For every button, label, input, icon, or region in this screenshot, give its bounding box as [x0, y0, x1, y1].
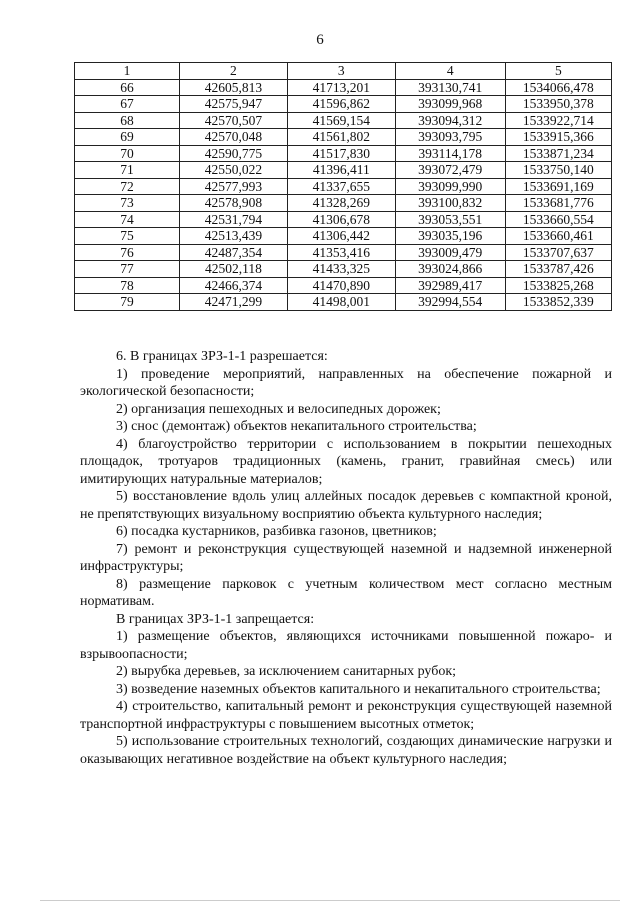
permitted-item: 8) размещение парковок с учетным количеством мест согласно местным нормативам. — [80, 576, 612, 609]
table-cell: 67 — [75, 96, 180, 113]
table-row — [75, 145, 612, 162]
table-cell: 42487,354 — [179, 244, 287, 261]
prohibited-list — [80, 628, 612, 768]
table-cell: 41306,442 — [287, 228, 395, 245]
prohibited-heading: В границах ЗРЗ-1-1 запрещается: — [116, 611, 315, 627]
table-cell: 393114,178 — [395, 145, 505, 162]
permitted-item: 5) восстановление вдоль улиц аллейных посадок деревьев с компактной кроной, не препятствующих визуальному восприятию объекта культурного наследия; — [80, 489, 612, 522]
table-cell: 1533871,234 — [505, 145, 611, 162]
table-cell: 41561,802 — [287, 129, 395, 146]
column-header: 5 — [505, 63, 611, 80]
table-cell: 1533750,140 — [505, 162, 611, 179]
table-cell: 76 — [75, 244, 180, 261]
table-cell: 1534066,478 — [505, 79, 611, 96]
table-cell: 392989,417 — [395, 277, 505, 294]
table-cell: 1533787,426 — [505, 261, 611, 278]
table-cell: 69 — [75, 129, 180, 146]
table-cell: 70 — [75, 145, 180, 162]
table-cell: 1533915,366 — [505, 129, 611, 146]
table-cell: 1533922,714 — [505, 112, 611, 129]
table-row — [75, 195, 612, 212]
table-cell: 393024,866 — [395, 261, 505, 278]
table-cell: 1533660,554 — [505, 211, 611, 228]
table-cell: 393035,196 — [395, 228, 505, 245]
table-cell: 41470,890 — [287, 277, 395, 294]
table-cell: 1533950,378 — [505, 96, 611, 113]
prohibited-item: 4) строительство, капитальный ремонт и реконструкция существующей наземной транспортной инфраструктуры с повышением высотных отметок; — [80, 699, 612, 732]
table-cell: 42466,374 — [179, 277, 287, 294]
table-cell: 41517,830 — [287, 145, 395, 162]
table-cell: 42605,813 — [179, 79, 287, 96]
table-header-row — [75, 63, 612, 80]
table-cell: 72 — [75, 178, 180, 195]
permitted-heading: 6. В границах ЗРЗ-1-1 разрешается: — [116, 349, 328, 364]
table-cell: 1533852,339 — [505, 294, 611, 311]
table-cell: 41596,862 — [287, 96, 395, 113]
table-cell: 78 — [75, 277, 180, 294]
table-cell: 42570,048 — [179, 129, 287, 146]
table-cell: 42578,908 — [179, 195, 287, 212]
table-cell: 75 — [75, 228, 180, 245]
table-cell: 42577,993 — [179, 178, 287, 195]
table-cell: 66 — [75, 79, 180, 96]
table-cell: 42570,507 — [179, 112, 287, 129]
table-cell: 41713,201 — [287, 79, 395, 96]
table-cell: 1533691,169 — [505, 178, 611, 195]
table-row — [75, 162, 612, 179]
column-header: 3 — [287, 63, 395, 80]
prohibited-item: 3) возведение наземных объектов капитального и некапитального строительства; — [116, 681, 601, 697]
table-cell: 42531,794 — [179, 211, 287, 228]
permitted-item: 1) проведение мероприятий, направленных на обеспечение пожарной и экологической безопасности; — [80, 366, 612, 399]
table-cell: 1533707,637 — [505, 244, 611, 261]
table-row — [75, 178, 612, 195]
table-row — [75, 228, 612, 245]
table-cell: 393009,479 — [395, 244, 505, 261]
table-cell: 42513,439 — [179, 228, 287, 245]
permitted-item: 2) организация пешеходных и велосипедных дорожек; — [116, 401, 441, 417]
table-cell: 41396,411 — [287, 162, 395, 179]
table-cell: 41353,416 — [287, 244, 395, 261]
column-header: 2 — [179, 63, 287, 80]
table-cell: 73 — [75, 195, 180, 212]
table-cell: 71 — [75, 162, 180, 179]
permitted-item: 6) посадка кустарников, разбивка газонов, цветников; — [116, 524, 437, 539]
table-row — [75, 294, 612, 311]
permitted-item: 3) снос (демонтаж) объектов некапитального строительства; — [116, 419, 477, 434]
prohibited-item: 5) использование строительных технологий, создающих динамические нагрузки и оказывающих негативное воздействие на объект культурного наследия; — [80, 734, 612, 767]
column-header: 1 — [75, 63, 180, 80]
table-cell: 41569,154 — [287, 112, 395, 129]
table-cell: 393130,741 — [395, 79, 505, 96]
page-number: 6 — [316, 32, 324, 48]
table-cell: 41328,269 — [287, 195, 395, 212]
table-body — [75, 79, 612, 310]
table-cell: 393094,312 — [395, 112, 505, 129]
table-cell: 393099,968 — [395, 96, 505, 113]
table-cell: 41337,655 — [287, 178, 395, 195]
table-cell: 42550,022 — [179, 162, 287, 179]
table-row — [75, 112, 612, 129]
table-row — [75, 277, 612, 294]
table-cell: 393099,990 — [395, 178, 505, 195]
table-cell: 41433,325 — [287, 261, 395, 278]
regulation-text — [80, 348, 612, 768]
permitted-item: 4) благоустройство территории с использованием в покрытии пешеходных площадок, тротуаров традиционных (камень, гранит, гравийная смесь) или имитирующих натуральные материалов; — [80, 436, 612, 487]
table-row — [75, 96, 612, 113]
table-cell: 41498,001 — [287, 294, 395, 311]
table-row — [75, 244, 612, 261]
table-cell: 392994,554 — [395, 294, 505, 311]
table-cell: 393053,551 — [395, 211, 505, 228]
permitted-list — [80, 366, 612, 611]
table-cell: 68 — [75, 112, 180, 129]
permitted-item: 7) ремонт и реконструкция существующей наземной и надземной инженерной инфраструктуры; — [80, 541, 612, 574]
column-header: 4 — [395, 63, 505, 80]
table-row — [75, 211, 612, 228]
table-cell: 1533681,776 — [505, 195, 611, 212]
table-cell: 41306,678 — [287, 211, 395, 228]
table-cell: 79 — [75, 294, 180, 311]
prohibited-item: 1) размещение объектов, являющихся источниками повышенной пожаро- и взрывоопасности; — [80, 629, 612, 662]
table-cell: 393072,479 — [395, 162, 505, 179]
table-row — [75, 261, 612, 278]
table-cell: 393093,795 — [395, 129, 505, 146]
table-cell: 1533660,461 — [505, 228, 611, 245]
coordinates-table — [74, 62, 612, 311]
table-row — [75, 129, 612, 146]
table-cell: 42471,299 — [179, 294, 287, 311]
table-cell: 393100,832 — [395, 195, 505, 212]
table-cell: 42502,118 — [179, 261, 287, 278]
table-cell: 1533825,268 — [505, 277, 611, 294]
table-cell: 77 — [75, 261, 180, 278]
table-row — [75, 79, 612, 96]
table-cell: 42590,775 — [179, 145, 287, 162]
prohibited-item: 2) вырубка деревьев, за исключением санитарных рубок; — [116, 664, 457, 679]
table-cell: 42575,947 — [179, 96, 287, 113]
bottom-divider — [40, 900, 620, 901]
table-cell: 74 — [75, 211, 180, 228]
